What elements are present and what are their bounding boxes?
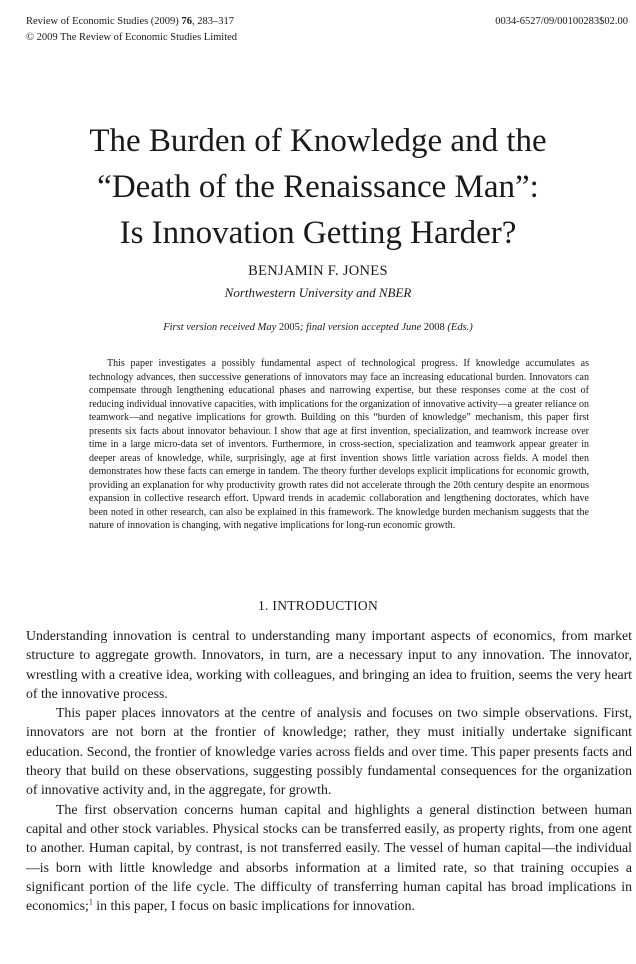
journal-name: Review of Economic Studies (2009) — [26, 16, 182, 27]
journal-line — [26, 14, 237, 30]
paragraph-1: Understanding innovation is central to understanding many important aspects of economics, from market structure to aggregate growth. Innovators, in turn, are a necessary input to any innovation. The innovator, wrestling with a creative idea, working with colleagues, and bringing an idea to fruition, seems the very heart of the innovative process. — [26, 628, 632, 701]
received-line — [0, 322, 636, 333]
accepted-text: ; final version accepted June — [299, 322, 424, 333]
journal-pages: , 283–317 — [191, 16, 234, 27]
footnote-marker[interactable]: 1 — [88, 897, 93, 907]
author-affiliation: Northwestern University and NBER — [224, 285, 412, 300]
title-line-2: “Death of the Renaissance Man”: — [97, 169, 539, 205]
paragraph-3-end: in this paper, I focus on basic implications for innovation. — [92, 898, 415, 914]
author-name: BENJAMIN F. JONES — [248, 263, 388, 279]
journal-citation — [26, 14, 237, 46]
section-heading: 1. INTRODUCTION — [258, 598, 378, 613]
journal-volume: 76 — [181, 16, 192, 27]
paragraph-3-text: The first observation concerns human capital and highlights a general distinction between human capital and other stock variables. Physical stocks can be transferred easily, as property rights, from one agent to another. Human capital, by contrast, is not transferred easily. The vessel of human capital—the individual—is born with little knowledge and absorbs information at a limited rate, so that training occupies a significant portion of the life cycle. The difficulty of transferring human capital has broad implications in economics; — [26, 801, 632, 914]
paragraph-3 — [26, 800, 632, 916]
accepted-year: 2008 — [423, 322, 445, 333]
article-code: 0034-6527/09/00100283$02.00 — [495, 16, 628, 27]
title-line-3: Is Innovation Getting Harder? — [119, 215, 517, 251]
paper-title — [0, 118, 636, 256]
abstract: This paper investigates a possibly fundamental aspect of technological progress. If knowledge accumulates as technology advances, then successive generations of innovators may face an increasing educational burden. Innovators can compensate through lengthening educational phases and narrowing expertise, but these responses come at the cost of reducing individual innovative capacities, with implications for the organization of innovative activity—a greater reliance on teamwork—and negative implications for growth. Building on this “burden of knowledge” mechanism, this paper first presents six facts about innovator behaviour. I show that age at first invention, specialization, and teamwork increase over time in a large micro-data set of inventors. Furthermore, in cross-section, specialization and teamwork appear greater in deeper areas of knowledge, while, surprisingly, age at first invention shows little variation across fields. A model then demonstrates how these facts can emerge in tandem. The theory further develops explicit implications for economic growth, providing an explanation for why productivity growth rates did not accelerate through the 20th century despite an enormous expansion in collective research effort. Upward trends in academic collaboration and lengthening doctorates, which have been noted in other research, can also be explained in this framework. The knowledge burden mechanism suggests that the nature of innovation is changing, with negative implications for long-run economic growth. — [89, 358, 589, 531]
received-text: First version received May — [163, 322, 279, 333]
body-text — [26, 626, 632, 915]
title-line-1: The Burden of Knowledge and the — [89, 123, 547, 159]
received-year: 2005 — [278, 322, 300, 333]
editors-note: (Eds.) — [444, 322, 473, 333]
paragraph-2: This paper places innovators at the centre of analysis and focuses on two simple observations. First, innovators are not born at the frontier of knowledge; rather, they must initially undertake significant education. Second, the frontier of knowledge varies across fields and over time. This paper presents facts and theory that build on these observations, suggesting possibly fundamental consequences for the organization of innovative activity and, in the aggregate, for growth. — [26, 705, 632, 798]
copyright-line: © 2009 The Review of Economic Studies Limited — [26, 32, 238, 43]
